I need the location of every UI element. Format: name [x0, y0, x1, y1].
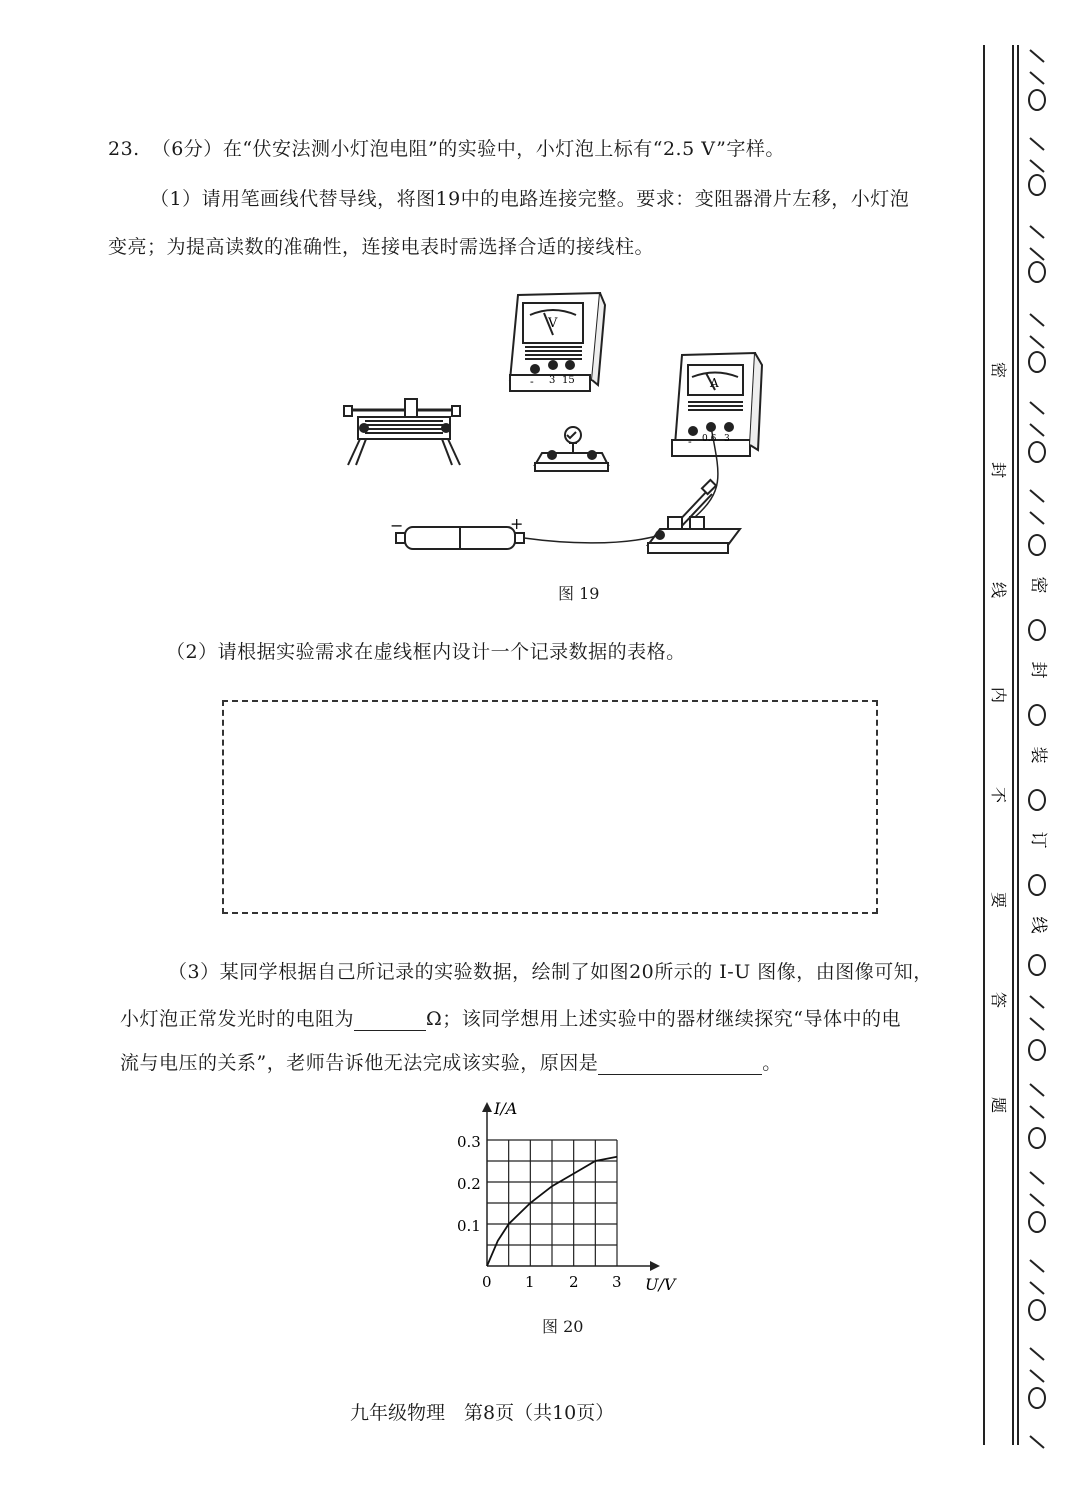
binding-slash	[1030, 1172, 1044, 1184]
binding-circle	[1029, 955, 1045, 975]
binding-circle	[1029, 620, 1045, 640]
part3-line2	[120, 1004, 901, 1031]
binding-slash	[1030, 314, 1044, 326]
binding-outer-char-4: 订	[1028, 831, 1048, 849]
binding-slash	[1030, 1194, 1044, 1206]
binding-char-1: 密	[989, 361, 1008, 379]
ammeter-symbol: A	[710, 376, 719, 390]
binding-slash	[1030, 424, 1044, 436]
y-axis-label: I/A	[494, 1099, 518, 1118]
binding-slash	[1030, 996, 1044, 1008]
binding-circle	[1029, 1300, 1045, 1320]
binding-circle	[1029, 1212, 1045, 1232]
binding-char-7: 答	[989, 991, 1008, 1009]
resistance-answer-blank[interactable]	[354, 1008, 426, 1031]
binding-circle	[1029, 790, 1045, 810]
ammeter	[672, 353, 762, 456]
battery-minus: −	[390, 516, 404, 535]
binding-char-6: 要	[989, 891, 1008, 909]
binding-slash	[1030, 336, 1044, 348]
part3-line3-a: 流与电压的关系”，老师告诉他无法完成该实验，原因是	[120, 1052, 599, 1074]
binding-slash	[1030, 1436, 1044, 1448]
binding-slash	[1030, 1260, 1044, 1272]
binding-circle	[1029, 175, 1045, 195]
table-design-box[interactable]	[222, 700, 878, 914]
y-tick-0.2: 0.2	[457, 1175, 481, 1193]
binding-outer-char-2: 封	[1028, 661, 1048, 679]
binding-slash	[1030, 248, 1044, 260]
voltmeter-terminal-neg: -	[530, 375, 534, 388]
binding-outer-char-3: 装	[1028, 746, 1048, 764]
binding-circle	[1029, 262, 1045, 282]
binding-slash	[1030, 512, 1044, 524]
x-tick-0: 0	[482, 1273, 492, 1291]
rheostat	[344, 399, 460, 465]
binding-slash	[1030, 402, 1044, 414]
binding-slash	[1030, 1018, 1044, 1030]
binding-slash	[1030, 50, 1044, 62]
binding-outer-char-1: 密	[1028, 576, 1048, 594]
binding-char-5: 不	[989, 786, 1008, 804]
x-tick-2: 2	[569, 1273, 579, 1291]
binding-margin	[980, 0, 1080, 1501]
lamp	[535, 427, 608, 471]
voltmeter	[510, 293, 605, 391]
wire-battery-switch	[524, 535, 660, 543]
part1-line1: （1）请用笔画线代替导线，将图19中的电路连接完整。要求：变阻器滑片左移，小灯泡	[150, 188, 910, 210]
part3-line3-b: 。	[762, 1052, 782, 1074]
binding-circle	[1029, 875, 1045, 895]
binding-circle	[1029, 1388, 1045, 1408]
x-axis-label: U/V	[645, 1275, 676, 1294]
binding-slash	[1030, 490, 1044, 502]
y-tick-0.3: 0.3	[457, 1133, 481, 1151]
binding-char-2: 封	[989, 461, 1008, 479]
question-stem: 在“伏安法测小灯泡电阻”的实验中，小灯泡上标有“2.5 V”字样。	[222, 138, 785, 160]
x-tick-3: 3	[612, 1273, 622, 1291]
ammeter-terminal-3: 3	[724, 434, 730, 444]
binding-slash	[1030, 1084, 1044, 1096]
switch	[648, 480, 740, 553]
voltmeter-terminal-15: 15	[562, 375, 575, 386]
binding-circle	[1029, 1128, 1045, 1148]
binding-slash	[1030, 138, 1044, 150]
binding-circle	[1029, 90, 1045, 110]
voltmeter-symbol: V	[548, 316, 558, 331]
battery-plus: +	[510, 514, 524, 533]
binding-slash	[1030, 72, 1044, 84]
binding-slash	[1030, 1106, 1044, 1118]
binding-slash	[1030, 226, 1044, 238]
question-score: （6分）	[151, 138, 223, 160]
binding-char-4: 内	[989, 686, 1008, 704]
binding-slash	[1030, 1282, 1044, 1294]
binding-slash	[1030, 1370, 1044, 1382]
ammeter-terminal-neg: -	[688, 435, 692, 448]
binding-outer-char-5: 线	[1028, 916, 1048, 934]
figure-19-circuit	[330, 285, 780, 570]
figure-20-iu-chart	[440, 1090, 700, 1300]
binding-circle	[1029, 705, 1045, 725]
part3-line3	[120, 1048, 782, 1075]
part2-text: （2）请根据实验需求在虚线框内设计一个记录数据的表格。	[166, 641, 686, 663]
page-footer: 九年级物理 第8页（共10页）	[350, 1402, 615, 1424]
binding-slash	[1030, 160, 1044, 172]
x-axis-arrow	[650, 1261, 660, 1271]
part3-line1: （3）某同学根据自己所记录的实验数据，绘制了如图20所示的 I-U 图像，由图像可知，	[168, 961, 933, 983]
figure-20-caption: 图 20	[542, 1317, 584, 1336]
binding-circle	[1029, 1040, 1045, 1060]
part3-line2-a: 小灯泡正常发光时的电阻为	[120, 1008, 355, 1030]
y-tick-0.1: 0.1	[457, 1217, 481, 1235]
question-header	[108, 134, 785, 161]
binding-char-3: 线	[989, 581, 1008, 599]
figure-19-caption: 图 19	[558, 584, 600, 603]
voltmeter-terminal-3: 3	[549, 375, 556, 386]
y-axis-arrow	[482, 1102, 492, 1112]
reason-answer-blank[interactable]	[598, 1052, 762, 1075]
binding-circle	[1029, 442, 1045, 462]
question-number: 23.	[108, 138, 140, 160]
binding-circle	[1029, 535, 1045, 555]
ammeter-terminal-0.6: 0.6	[702, 434, 717, 444]
x-tick-1: 1	[525, 1273, 535, 1291]
battery	[396, 527, 524, 549]
binding-circle	[1029, 352, 1045, 372]
binding-slash	[1030, 1348, 1044, 1360]
part1-line2: 变亮；为提高读数的准确性，连接电表时需选择合适的接线柱。	[108, 236, 655, 258]
binding-char-8: 题	[989, 1096, 1008, 1114]
part3-line2-b: Ω；该同学想用上述实验中的器材继续探究“导体中的电	[426, 1008, 901, 1030]
